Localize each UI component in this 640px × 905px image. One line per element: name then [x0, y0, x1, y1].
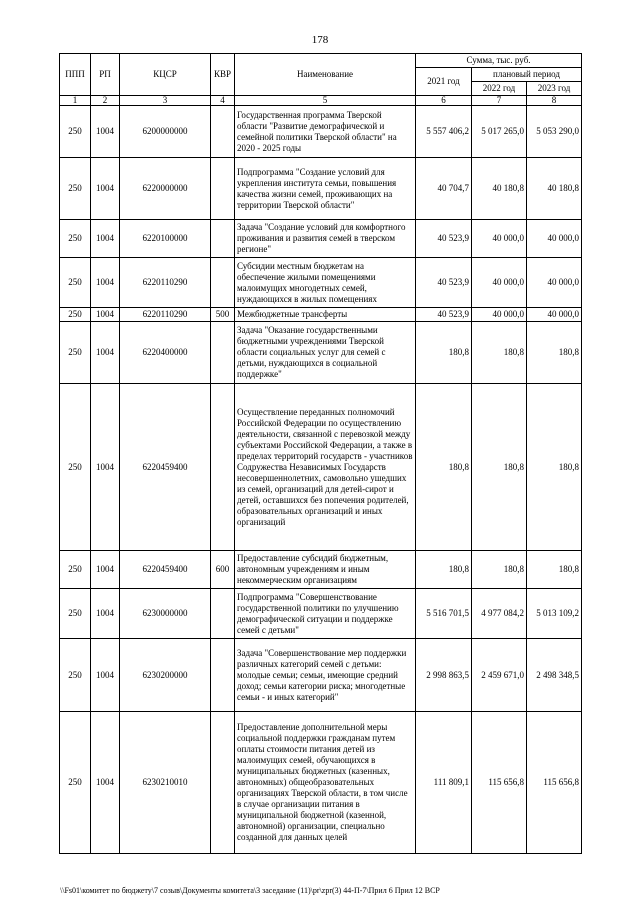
cell-2022: 2 459 671,0	[472, 639, 527, 712]
cell-name: Подпрограмма "Совершенствование государственной политики по улучшению демографической ситуации и поддержке семей с детьми"	[235, 589, 416, 639]
cell-ppp: 250	[60, 322, 91, 384]
table-row	[60, 639, 582, 712]
cell-rp: 1004	[91, 551, 120, 589]
header-kvr: КВР	[211, 54, 235, 96]
cell-kvr: 600	[211, 551, 235, 589]
cell-2022: 40 000,0	[472, 220, 527, 258]
cell-rp: 1004	[91, 158, 120, 220]
cell-name: Подпрограмма "Создание условий для укрепления института семьи, повышения качества жизни семей, проживающих на территории Тверской области"	[235, 158, 416, 220]
cell-kvr	[211, 712, 235, 854]
cell-kcsr: 6220459400	[120, 384, 211, 551]
cell-2021: 2 998 863,5	[416, 639, 472, 712]
cell-name: Государственная программа Тверской области "Развитие демографической и семейной политики Тверской области" на 2020 - 2025 годы	[235, 106, 416, 158]
cell-name: Предоставление субсидий бюджетным, автономным учреждениям и иным некоммерческим организациям	[235, 551, 416, 589]
cell-kcsr: 6220000000	[120, 158, 211, 220]
cell-kcsr: 6220110290	[120, 308, 211, 322]
cell-kcsr: 6230210010	[120, 712, 211, 854]
cell-name: Субсидии местным бюджетам на обеспечение жилыми помещениями малоимущих многодетных семей, нуждающихся в жилых помещениях	[235, 258, 416, 308]
cell-kcsr: 6220459400	[120, 551, 211, 589]
cell-2021: 40 523,9	[416, 258, 472, 308]
table-row	[60, 551, 582, 589]
cell-2023: 5 053 290,0	[527, 106, 582, 158]
cell-rp: 1004	[91, 384, 120, 551]
cell-kcsr: 6230200000	[120, 639, 211, 712]
header-kcsr: КЦСР	[120, 54, 211, 96]
cell-2021: 111 809,1	[416, 712, 472, 854]
col-number: 7	[472, 96, 527, 106]
cell-rp: 1004	[91, 589, 120, 639]
budget-table	[59, 53, 582, 854]
cell-kcsr: 6220100000	[120, 220, 211, 258]
col-number: 3	[120, 96, 211, 106]
cell-2022: 180,8	[472, 551, 527, 589]
cell-2021: 5 516 701,5	[416, 589, 472, 639]
cell-kvr	[211, 589, 235, 639]
cell-ppp: 250	[60, 106, 91, 158]
cell-2023: 5 013 109,2	[527, 589, 582, 639]
cell-name: Осуществление переданных полномочий Российской Федерации по осуществлению деятельности, связанной с перевозкой между субъектами Российской Федерации, а также в пределах территорий государств - участников Содружества Независимых Государств несовершеннолетних, самовольно ушедших из семей, организаций для детей-сирот и детей, оставшихся без попечения родителей, образовательных организаций и иных организаций	[235, 384, 416, 551]
cell-2023: 40 000,0	[527, 258, 582, 308]
cell-rp: 1004	[91, 322, 120, 384]
cell-2023: 180,8	[527, 551, 582, 589]
cell-2022: 180,8	[472, 322, 527, 384]
cell-2022: 40 000,0	[472, 308, 527, 322]
cell-rp: 1004	[91, 106, 120, 158]
cell-kvr	[211, 258, 235, 308]
header-2023: 2023 год	[527, 82, 582, 96]
cell-2022: 40 180,8	[472, 158, 527, 220]
cell-2021: 40 523,9	[416, 220, 472, 258]
cell-name: Задача "Оказание государственными бюджетными учреждениями Тверской области социальных услуг для семей с детьми, нуждающихся в социальной поддержке"	[235, 322, 416, 384]
cell-2021: 40 523,9	[416, 308, 472, 322]
page-number: 178	[311, 34, 329, 46]
cell-2023: 180,8	[527, 384, 582, 551]
file-path-footer: \\Fs01\комитет по бюджету\7 созыв\Документы комитета\3 заседание (11)\pr\zpr(3) 44-П-7\Прил 6 Прил 12 ВСР	[60, 886, 440, 895]
header-2021: 2021 год	[416, 68, 472, 96]
cell-rp: 1004	[91, 712, 120, 854]
col-number: 4	[211, 96, 235, 106]
cell-2022: 115 656,8	[472, 712, 527, 854]
header-sum: Сумма, тыс. руб.	[416, 54, 582, 68]
cell-2023: 40 000,0	[527, 308, 582, 322]
cell-rp: 1004	[91, 639, 120, 712]
cell-2023: 115 656,8	[527, 712, 582, 854]
cell-2023: 40 000,0	[527, 220, 582, 258]
column-numbers-row	[60, 96, 582, 106]
cell-kcsr: 6230000000	[120, 589, 211, 639]
col-number: 2	[91, 96, 120, 106]
cell-kvr	[211, 220, 235, 258]
cell-kvr: 500	[211, 308, 235, 322]
cell-2023: 180,8	[527, 322, 582, 384]
cell-ppp: 250	[60, 712, 91, 854]
cell-kcsr: 6200000000	[120, 106, 211, 158]
cell-2021: 180,8	[416, 384, 472, 551]
cell-ppp: 250	[60, 158, 91, 220]
cell-name: Предоставление дополнительной меры социальной поддержки гражданам путем оплаты стоимости питания детей из малоимущих семей, обучающихся в муниципальных бюджетных (казенных, автономных) общеобразовательных организациях Тверской области, в том числе в случае организации питания в муниципальной бюджетной (казенной, автономной) организации, специально созданной для данных целей	[235, 712, 416, 854]
col-number: 6	[416, 96, 472, 106]
cell-ppp: 250	[60, 308, 91, 322]
header-name: Наименование	[235, 54, 416, 96]
cell-2021: 180,8	[416, 322, 472, 384]
header-rp: РП	[91, 54, 120, 96]
cell-rp: 1004	[91, 220, 120, 258]
cell-kcsr: 6220400000	[120, 322, 211, 384]
cell-name: Задача "Создание условий для комфортного проживания и развития семей в тверском регионе"	[235, 220, 416, 258]
cell-2021: 180,8	[416, 551, 472, 589]
table-row	[60, 106, 582, 158]
cell-name: Межбюджетные трансферты	[235, 308, 416, 322]
cell-kcsr: 6220110290	[120, 258, 211, 308]
cell-2022: 5 017 265,0	[472, 106, 527, 158]
header-planned-period: плановый период	[472, 68, 582, 82]
cell-2023: 40 180,8	[527, 158, 582, 220]
cell-ppp: 250	[60, 589, 91, 639]
cell-rp: 1004	[91, 308, 120, 322]
table-row	[60, 158, 582, 220]
col-number: 5	[235, 96, 416, 106]
table-row	[60, 308, 582, 322]
cell-kvr	[211, 158, 235, 220]
cell-2021: 40 704,7	[416, 158, 472, 220]
cell-ppp: 250	[60, 551, 91, 589]
cell-kvr	[211, 384, 235, 551]
table-row	[60, 589, 582, 639]
col-number: 8	[527, 96, 582, 106]
table-row	[60, 322, 582, 384]
cell-2021: 5 557 406,2	[416, 106, 472, 158]
cell-ppp: 250	[60, 220, 91, 258]
cell-ppp: 250	[60, 384, 91, 551]
table-row	[60, 712, 582, 854]
cell-rp: 1004	[91, 258, 120, 308]
cell-2022: 40 000,0	[472, 258, 527, 308]
cell-2022: 180,8	[472, 384, 527, 551]
cell-name: Задача "Совершенствование мер поддержки различных категорий семей с детьми: молодые семьи; семьи, имеющие средний доход; семьи категории риска; многодетные семьи - и иных категорий"	[235, 639, 416, 712]
cell-kvr	[211, 322, 235, 384]
col-number: 1	[60, 96, 91, 106]
cell-kvr	[211, 106, 235, 158]
table-row	[60, 258, 582, 308]
cell-2022: 4 977 084,2	[472, 589, 527, 639]
cell-ppp: 250	[60, 639, 91, 712]
cell-ppp: 250	[60, 258, 91, 308]
cell-2023: 2 498 348,5	[527, 639, 582, 712]
table-row	[60, 220, 582, 258]
table-row	[60, 384, 582, 551]
cell-kvr	[211, 639, 235, 712]
header-ppp: ППП	[60, 54, 91, 96]
header-2022: 2022 год	[472, 82, 527, 96]
